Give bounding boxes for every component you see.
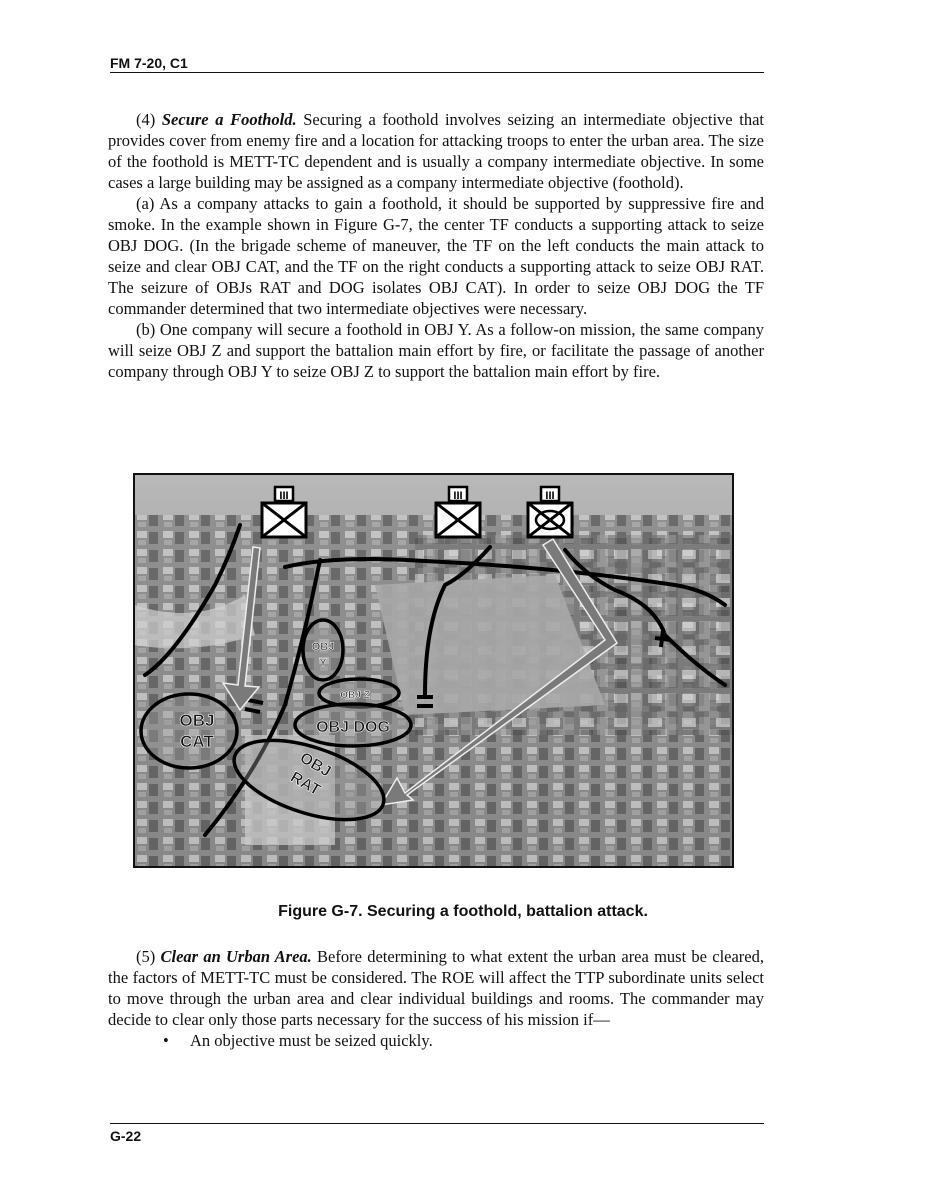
label-obj-dog: OBJ DOG — [316, 719, 390, 736]
label-obj-cat-line1: OBJ — [179, 711, 215, 730]
condition-list — [108, 1030, 764, 1051]
paragraph-4b: (b) One company will secure a foothold in OBJ Y. As a follow-on mission, the same company will seize OBJ Z and support the battalion main effort by fire, or facilitate the passage of another company through OBJ Y to seize OBJ Z to support the battalion main effort by fire. — [108, 320, 764, 381]
label-obj-y-line2: Y — [319, 657, 327, 669]
paragraph-body: Securing a foothold involves seizing an intermediate objective that provides cover from enemy fire and a location for attacking troops to enter the urban area. The size of the foothold is METT-TC dependent and is usually a company intermediate objective. In some cases a large building may be assigned as a company intermediate objective (foothold). — [108, 110, 764, 192]
paragraph-5 — [108, 946, 764, 1030]
label-obj-y-line1: OBJ — [311, 641, 335, 653]
footer-rule — [110, 1123, 764, 1124]
label-obj-z: OBJ Z — [340, 690, 370, 701]
header-rule — [110, 72, 764, 73]
page-number: G-22 — [110, 1128, 142, 1144]
list-item-text: An objective must be seized quickly. — [190, 1031, 433, 1050]
section-4-text — [108, 109, 764, 382]
label-obj-rat-line1: OBJ — [296, 749, 334, 781]
urban-area-map — [135, 475, 732, 866]
running-header: FM 7-20, C1 — [110, 55, 188, 71]
label-obj-cat-line2: CAT — [180, 732, 214, 751]
svg-text:III: III — [545, 490, 555, 502]
paragraph-title: Secure a Foothold. — [161, 110, 297, 129]
figure-photo-overlay — [133, 473, 734, 868]
section-5-text — [108, 946, 764, 1051]
paragraph-number: (4) — [136, 110, 162, 129]
svg-text:III: III — [279, 490, 289, 502]
paragraph-4 — [108, 109, 764, 193]
paragraph-body: Before determining to what extent the urban area must be cleared, the factors of METT-TC must be considered. The ROE will affect the TTP subordinate units select to move through the urban area and clear individual buildings and rooms. The commander may decide to clear only those parts necessary for the success of his mission if— — [108, 947, 764, 1029]
paragraph-number: (5) — [136, 947, 161, 966]
figure-caption: Figure G-7. Securing a foothold, battalion attack. — [278, 903, 648, 920]
list-item — [108, 1030, 764, 1051]
label-obj-rat-line2: RAT — [287, 768, 324, 800]
svg-text:III: III — [453, 490, 463, 502]
paragraph-title: Clear an Urban Area. — [160, 947, 312, 966]
paragraph-4a: (a) As a company attacks to gain a foothold, it should be supported by suppressive fire and smoke. In the example shown in Figure G-7, the center TF conducts a supporting attack to seize OBJ DOG. (In the brigade scheme of maneuver, the TF on the left conducts the main attack to seize and clear OBJ CAT, and the TF on the right conducts a supporting attack to seize OBJ RAT. The seizure of OBJs RAT and DOG isolates OBJ CAT). In order to seize OBJ DOG the TF commander determined that two intermediate objectives were necessary. — [108, 194, 764, 318]
bullet-icon: • — [163, 1031, 169, 1050]
